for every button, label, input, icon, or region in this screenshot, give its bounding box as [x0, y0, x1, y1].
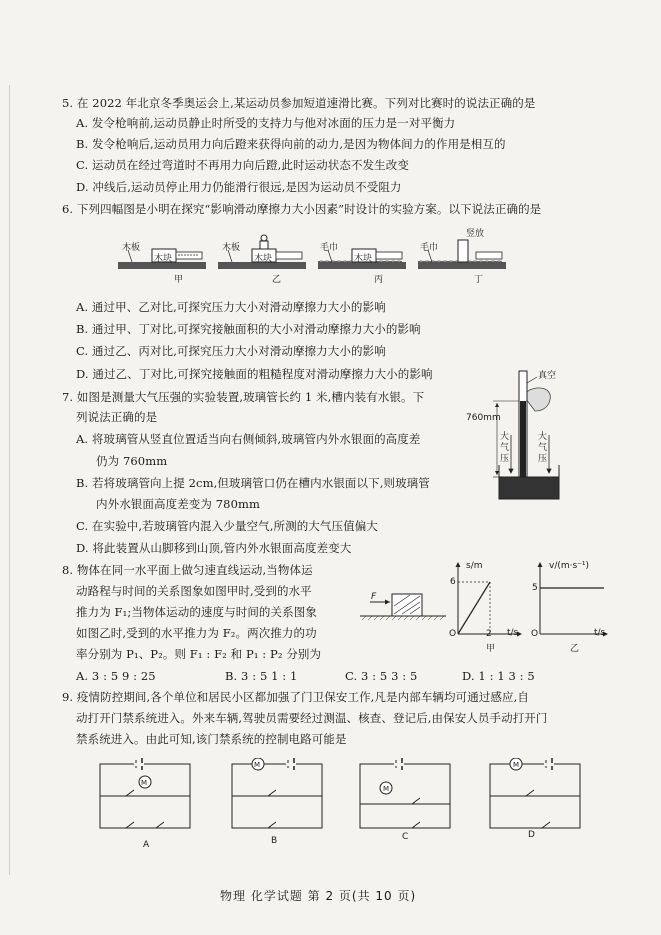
q9-circuit-a — [100, 758, 190, 828]
q8-jia-yval: 6 — [450, 577, 456, 587]
q5-option-d: D. 冲线后,运动员停止用力仍能滑行很远,是因为运动员不受阻力 — [76, 180, 402, 194]
q6-stem: 6. 下列四幅图是小明在探究“影响滑动摩擦力大小因素”时设计的实验方案。以下说法正确的是 — [62, 202, 542, 216]
q6-fig-yi-surface: 木板 — [222, 243, 241, 253]
q6-fig-yi-caption: 乙 — [272, 275, 282, 285]
q7-height-label: 760mm — [466, 413, 501, 423]
q9-line-3: 禁系统进入。由此可知,该门禁系统的控制电路可能是 — [76, 732, 347, 746]
q8-line-3: 推力为 F₁;当物体运动的速度与时间的关系图象 — [76, 605, 317, 619]
q9-circuit-c — [360, 758, 450, 828]
q8-jia-xlabel: t/s — [507, 628, 519, 638]
q6-fig-ding-block: 竖放 — [466, 229, 485, 239]
q7-air-pressure-right: 大气压 — [538, 432, 548, 464]
q8-yi-xlabel: t/s — [594, 628, 606, 638]
q9-d-motor: M — [513, 761, 520, 769]
q7-option-a-1: A. 将玻璃管从竖直位置适当向右侧倾斜,玻璃管内外水银面的高度差 — [76, 432, 421, 446]
q9-circuit-diagrams — [96, 758, 596, 838]
q8-yi-origin: O — [531, 629, 539, 639]
q9-label-b: B — [271, 836, 278, 846]
q8-jia-ylabel: s/m — [466, 561, 483, 571]
q6-option-d: D. 通过乙、丁对比,可探究接触面的粗糙程度对滑动摩擦力大小的影响 — [76, 367, 433, 381]
q6-option-a: A. 通过甲、乙对比,可探究压力大小对滑动摩擦力大小的影响 — [76, 300, 386, 314]
q9-circuit-b — [232, 758, 322, 828]
q9-line-2: 动打开门禁系统进入。外来车辆,驾驶员需要经过测温、核查、登记后,由保安人员手动打开门 — [76, 711, 548, 725]
q8-option-d: D. 1 : 1 3 : 5 — [462, 669, 535, 683]
q8-yi-caption: 乙 — [570, 644, 580, 654]
q9-c-motor: M — [383, 785, 390, 793]
q6-fig-ding-surface: 毛巾 — [420, 243, 439, 253]
q7-vacuum-label: 真空 — [538, 371, 557, 381]
q9-label-d: D — [528, 830, 535, 840]
q8-line-4: 如图乙时,受到的水平推力为 F₂。两次推力的功 — [76, 626, 317, 640]
q7-barometer-figure — [475, 365, 580, 505]
q5-option-a: A. 发令枪响前,运动员静止时所受的支持力与他对冰面的压力是一对平衡力 — [76, 116, 456, 130]
q7-option-c: C. 在实验中,若玻璃管内混入少量空气,所测的大气压值偏大 — [76, 519, 378, 533]
q6-option-b: B. 通过甲、丁对比,可探究接触面积的大小对滑动摩擦力大小的影响 — [76, 322, 421, 336]
q5-option-b: B. 发令枪响后,运动员用力向后蹬来获得向前的动力,是因为物体间力的作用是相互的 — [76, 137, 506, 151]
q8-jia-caption: 甲 — [486, 644, 496, 654]
page-footer: 物理 化学试题 第 2 页(共 10 页) — [220, 889, 417, 903]
q7-stem-1: 7. 如图是测量大气压强的实验装置,玻璃管长约 1 米,槽内装有水银。下 — [62, 390, 425, 404]
q7-option-b-2: 内外水银面高度差变为 780mm — [96, 497, 261, 511]
q8-jia-xval: 2 — [486, 629, 492, 639]
binder-edge — [0, 85, 10, 875]
q9-b-motor: M — [254, 761, 261, 769]
q5-stem: 5. 在 2022 年北京冬季奥运会上,某运动员参加短道速滑比赛。下列对比赛时的说法正确的是 — [62, 96, 536, 110]
q6-fig-yi-block: 木块 — [254, 254, 273, 264]
q9-a-motor: M — [141, 779, 148, 787]
q8-yi-ylabel: v/(m·s⁻¹) — [549, 561, 590, 571]
q6-fig-jia-surface: 木板 — [122, 243, 141, 253]
q8-option-c: C. 3 : 5 3 : 5 — [345, 669, 418, 683]
q8-option-b: B. 3 : 5 1 : 1 — [225, 669, 298, 683]
q9-circuit-d — [490, 758, 580, 828]
q8-yi-yval: 5 — [532, 583, 538, 593]
q7-option-b-1: B. 若将玻璃管向上提 2cm,但玻璃管口仍在槽内水银面以下,则玻璃管 — [76, 476, 430, 490]
q8-option-a: A. 3 : 5 9 : 25 — [76, 669, 156, 683]
q8-jia-origin: O — [449, 629, 457, 639]
q9-label-c: C — [402, 832, 409, 842]
q8-line-1: 8. 物体在同一水平面上做匀速直线运动,当物体运 — [62, 563, 313, 577]
q9-line-1: 9. 疫情防控期间,各个单位和居民小区都加强了门卫保安工作,凡是内部车辆均可通过感应,自 — [62, 690, 529, 704]
q7-stem-2: 列说法正确的是 — [76, 410, 158, 424]
q6-fig-jia-caption: 甲 — [174, 275, 184, 285]
q6-option-c: C. 通过乙、丙对比,可探究压力大小对滑动摩擦力大小的影响 — [76, 344, 386, 358]
q6-fig-bing-surface: 毛巾 — [320, 243, 339, 253]
q8-force-label: F — [371, 592, 377, 602]
q6-fig-ding-caption: 丁 — [474, 275, 484, 285]
q5-option-c: C. 运动员在经过弯道时不再用力向后蹬,此时运动状态不发生改变 — [76, 158, 409, 172]
q9-label-a: A — [143, 840, 150, 850]
q7-option-d: D. 将此装置从山脚移到山顶,管内外水银面高度差变大 — [76, 541, 352, 555]
q7-air-pressure-left: 大气压 — [500, 432, 510, 464]
q6-fig-bing-caption: 丙 — [374, 275, 384, 285]
q7-option-a-2: 仍为 760mm — [96, 454, 168, 468]
q8-line-2: 动路程与时间的关系图象如图甲时,受到的水平 — [76, 584, 312, 598]
q6-fig-bing-block: 木块 — [354, 254, 373, 264]
q6-fig-jia-block: 木块 — [154, 254, 173, 264]
q8-line-5: 率分别为 P₁、P₂。则 F₁ : F₂ 和 P₁ : P₂ 分别为 — [76, 647, 322, 661]
